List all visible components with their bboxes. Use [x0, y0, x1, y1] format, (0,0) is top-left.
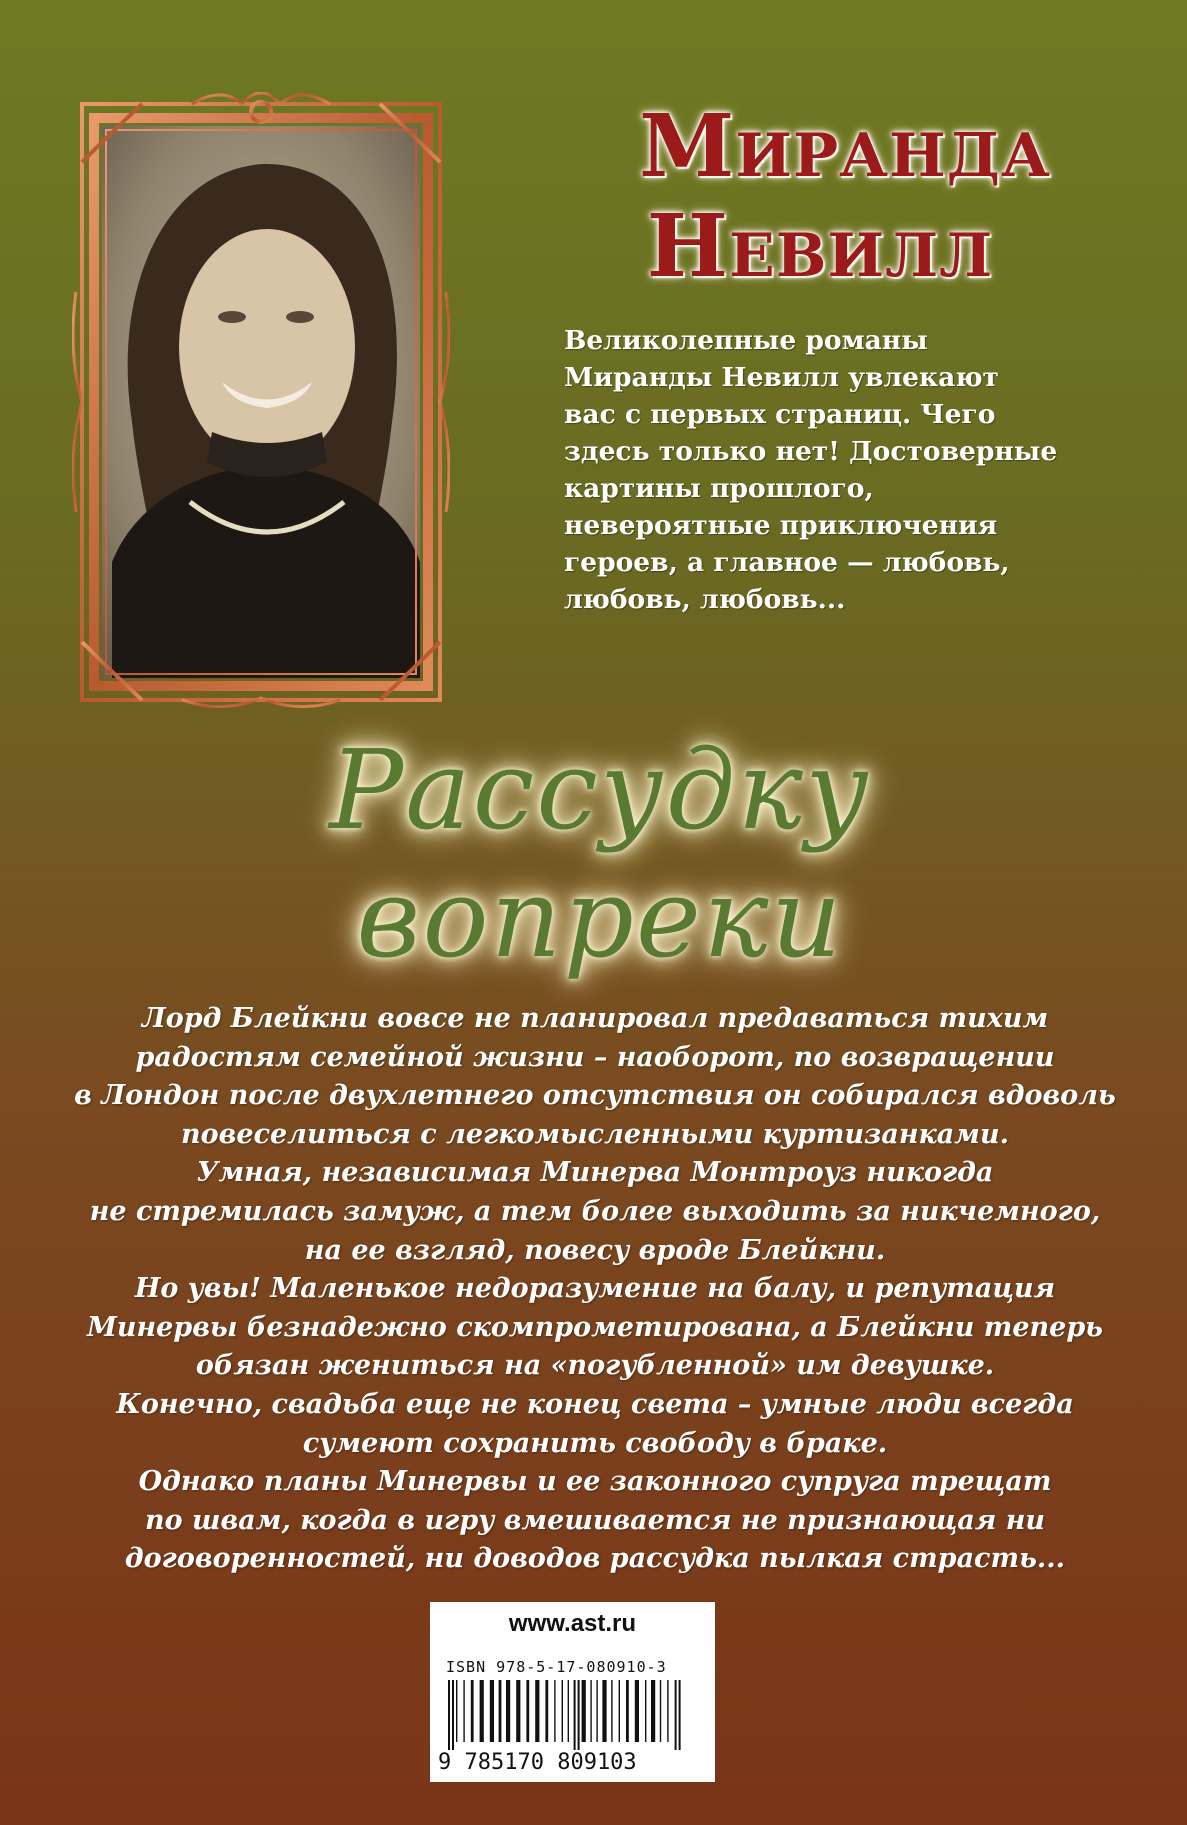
author-blurb	[564, 322, 1124, 618]
description-line: повеселиться с легкомысленными куртизанками.	[181, 1118, 1009, 1150]
description-line: Однако планы Минервы и ее законного супруга трещат	[138, 1466, 1052, 1498]
barcode-number: 9 785170 809103	[438, 1750, 637, 1775]
description-line: Но увы! Маленькое недоразумение на балу, и репутация	[134, 1273, 1056, 1305]
author-last-name: Невилл	[646, 196, 994, 297]
blurb-line: невероятные приключения	[564, 510, 998, 541]
description-line: договоренностей, ни доводов рассудка пылкая страсть...	[124, 1543, 1066, 1575]
blurb-line: Миранды Невилл увлекают	[564, 362, 999, 393]
description-line: обязан жениться на «погубленной» им девушке.	[195, 1350, 995, 1382]
blurb-line: вас с первых страниц. Чего	[564, 399, 996, 430]
author-first-name: Миранда	[639, 96, 1051, 197]
description-line: не стремилась замуж, а тем более выходить за никчемного,	[89, 1195, 1101, 1227]
isbn-label: ISBN 978-5-17-080910-3	[446, 1658, 667, 1676]
blurb-line: здесь только нет! Достоверные	[564, 436, 1058, 467]
description-line: Минервы безнадежно скомпрометирована, а Блейкни теперь	[86, 1311, 1104, 1343]
blurb-line: картины прошлого,	[564, 473, 874, 504]
blurb-line: героев, а главное — любовь,	[564, 547, 1010, 578]
blurb-line: Великолепные романы	[564, 325, 928, 356]
description-line: Умная, независимая Минерва Монтроуз никогда	[196, 1157, 994, 1189]
description-line: по швам, когда в игру вмешивается не признающая ни	[144, 1504, 1046, 1536]
book-description	[40, 1000, 1150, 1579]
blurb-line: любовь, любовь...	[564, 584, 846, 615]
book-title: Рассудку вопреки	[329, 726, 871, 982]
author-photo	[102, 126, 420, 678]
description-line: Лорд Блейкни вовсе не планировал предаваться тихим	[141, 1003, 1049, 1034]
description-line: радостям семейной жизни – наоборот, по возвращении	[135, 1041, 1055, 1073]
barcode-icon	[444, 1680, 702, 1750]
description-line: Конечно, свадьба еще не конец света – умные люди всегда	[116, 1388, 1074, 1420]
publisher-site: www.ast.ru	[508, 1610, 637, 1637]
description-line: сумеют сохранить свободу в браке.	[302, 1427, 888, 1459]
description-line: на ее взгляд, повесу вроде Блейкни.	[304, 1234, 886, 1266]
description-line: в Лондон после двухлетнего отсутствия он собирался вдоволь	[74, 1080, 1116, 1112]
barcode-block	[430, 1602, 715, 1782]
author-portrait-frame	[72, 92, 450, 712]
